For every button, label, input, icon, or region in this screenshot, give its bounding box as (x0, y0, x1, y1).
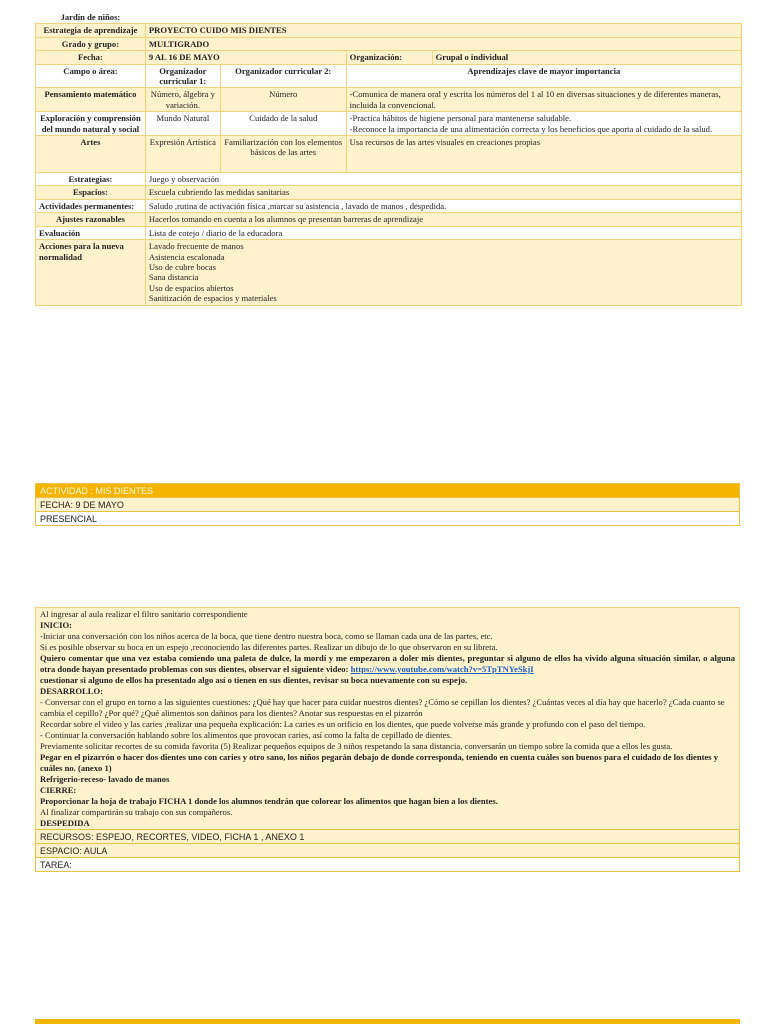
ajustes-label: Ajustes razonables (36, 213, 146, 226)
fecha-label: Fecha: (36, 51, 146, 64)
org1-cell: Número, álgebra y variación. (145, 88, 220, 112)
cierre-text: Al finalizar compartirán su trabajo con sus compañeros. (40, 807, 233, 817)
despedida-heading: DESPEDIDA (40, 818, 90, 828)
acciones-label: Acciones para la nueva normalidad (36, 240, 146, 305)
campo-cell: Artes (36, 136, 146, 173)
estrategia-value: PROYECTO CUIDO MIS DIENTES (145, 24, 741, 37)
cierre-bold-text: Proporcionar la hoja de trabajo FICHA 1 donde los alumnos tendrán que colorear los alimentos que hagan bien a los dientes. (40, 796, 498, 806)
espacio-row: ESPACIO: AULA (36, 844, 740, 858)
org1-label: Organizador curricular 1: (145, 64, 220, 88)
desarrollo-text: - Conversar con el grupo en torno a las siguientes cuestiones: ¿Qué hay que hacer para cuidar nuestros dientes? ¿Cómo se cepillan los dientes? ¿Cuántas veces al día hay que hacerlo? ¿Cada cuanto se cambia el cepillo? ¿Por qué? ¿Qué alimentos son dañinos para los dientes? Anotar sus respuestas en el pizarrón (40, 697, 725, 718)
activity-modality: PRESENCIAL (36, 512, 740, 526)
org1-cell: Expresión Artística (145, 136, 220, 173)
inicio-text: -Iniciar una conversación con los niños acerca de la boca, que tiene dentro nuestra boca, como se llaman cada una de las partes, etc. (40, 631, 493, 641)
desarrollo-bold-text: Pegar en el pizarrón o hacer dos dientes uno con caries y otro sano, los niños pegarán debajo de donde corresponda, teniendo en cuenta cuáles son buenos para el cuidado de los dientes y cuáles no. (anexo 1) (40, 752, 719, 773)
desarrollo-heading: DESARROLLO: (40, 686, 104, 696)
inicio-text: Si es posible observar su boca en un espejo ,reconociendo las diferentes partes. Realizar un dibujo de lo que observaron en su libreta. (40, 642, 498, 652)
next-activity-header (35, 1019, 740, 1024)
tarea-row: TAREA: (36, 858, 740, 872)
inicio-bold-text: cuestionar si alguno de ellos ha presentado algo así o tienen en sus dientes, revisar su boca nuevamente con su espejo. (40, 675, 468, 685)
activity-title: ACTIVIDAD : MIS DIENTES (36, 484, 740, 498)
resources-table (35, 829, 740, 872)
grado-value: MULTIGRADO (145, 37, 741, 50)
campo-cell: Exploración y comprensión del mundo natural y social (36, 112, 146, 136)
recursos-row: RECURSOS: ESPEJO, RECORTES, VIDEO, FICHA 1 , ANEXO 1 (36, 830, 740, 844)
org1-cell: Mundo Natural (145, 112, 220, 136)
activity-description (35, 607, 740, 831)
video-link[interactable]: https://www.youtube.com/watch?v=5TpTNYeSkjI (350, 664, 534, 674)
desarrollo-text: Recordar sobre el video y las caries ,realizar una pequeña explicación: La caries es un orificio en los dientes, que puede volverse más grande y profundo con el paso del tiempo. (40, 719, 646, 729)
campo-cell: Pensamiento matemático (36, 88, 146, 112)
aprendizaje-cell: -Practica hábitos de higiene personal para mantenerse saludable. -Reconoce la importancia de una alimentación correcta y los beneficios que aporta al cuidado de la salud. (346, 112, 741, 136)
espacios-value: Escuela cubriendo las medidas sanitarias (145, 186, 741, 199)
ajustes-value: Hacerlos tomando en cuenta a los alumnos qe presentan barreras de aprendizaje (145, 213, 741, 226)
desarrollo-text: Previamente solicitar recortes de su comida favorita (5) Realizar pequeños equipos de 3 niños respetando la sana distancia, conversarán un tiempo sobre la comida que a ellos les gusta. (40, 741, 673, 751)
aprendizaje-cell: -Comunica de manera oral y escrita los números del 1 al 10 en diversas situaciones y de diferentes maneras, incluida la convencional. (346, 88, 741, 112)
evaluacion-label: Evaluación (36, 226, 146, 239)
cierre-heading: CIERRE: (40, 785, 77, 795)
org2-cell: Cuidado de la salud (220, 112, 346, 136)
desarrollo-text: - Continuar la conversación hablando sobre los alimentos que provocan caries, así como la falta de cepillado de dientes. (40, 730, 452, 740)
estrategias-value: Juego y observación (145, 173, 741, 186)
activity-date: FECHA: 9 DE MAYO (36, 498, 740, 512)
inicio-heading: INICIO: (40, 620, 72, 630)
evaluacion-value: Lista de cotejo / diario de la educadora (145, 226, 741, 239)
estrategia-label: Estrategia de aprendizaje (36, 24, 146, 37)
espacios-label: Espacios: (36, 186, 146, 199)
campo-label: Campo o área: (36, 64, 146, 88)
org2-label: Organizador curricular 2: (220, 64, 346, 88)
planning-table (35, 11, 742, 306)
actividades-label: Actividades permanentes: (36, 199, 146, 212)
jardin-label: Jardín de niños: (36, 11, 146, 24)
grado-label: Grado y grupo: (36, 37, 146, 50)
estrategias-label: Estrategias: (36, 173, 146, 186)
org2-cell: Familiarización con los elementos básicos de las artes (220, 136, 346, 173)
activity-table (35, 483, 740, 526)
organizacion-value: Grupal o individual (432, 51, 741, 64)
actividades-value: Saludo ,rutina de activación física ,marcar su asistencia , lavado de manos , despedida. (145, 199, 741, 212)
aprendizajes-label: Aprendizajes clave de mayor importancia (346, 64, 741, 88)
aprendizaje-cell: Usa recursos de las artes visuales en creaciones propias (346, 136, 741, 173)
fecha-value: 9 AL 16 DE MAYO (145, 51, 346, 64)
intro-text: Al ingresar al aula realizar el filtro sanitario correspondiente (40, 609, 248, 619)
organizacion-label: Organización: (346, 51, 432, 64)
refrigerio-text: Refrigerio-receso- lavado de manos (40, 774, 170, 784)
inicio-bold-text: Quiero comentar que una vez estaba comiendo una paleta de dulce, la mordí y me empezaron a doler mis dientes, preguntar si alguno de ellos ha vivido alguna situación similar, o alguna otra donde hayan presentado problemas con sus dientes, observar el siguiente video: (40, 653, 735, 674)
acciones-value: Lavado frecuente de manos Asistencia escalonada Uso de cubre bocas Sana distancia Uso de espacios abiertos Sanitización de espacios y materiales (145, 240, 741, 305)
org2-cell: Número (220, 88, 346, 112)
